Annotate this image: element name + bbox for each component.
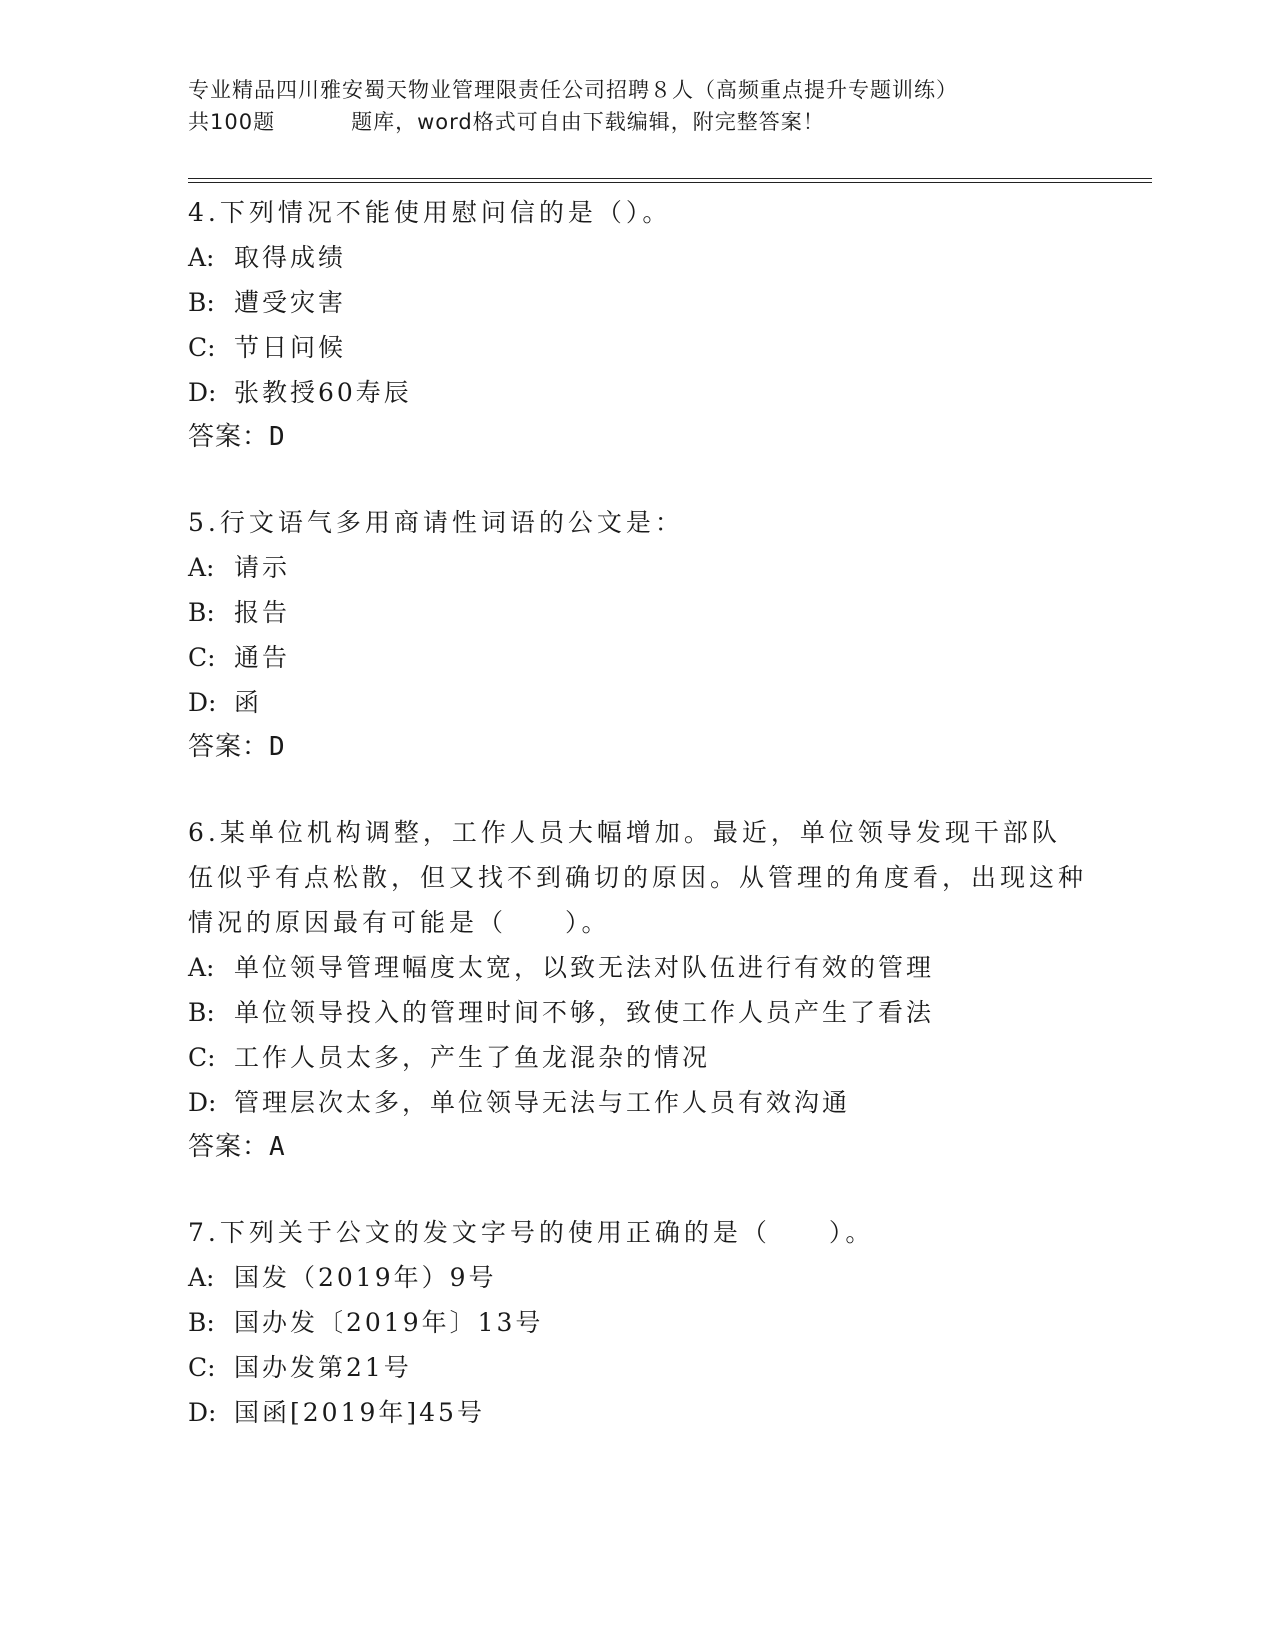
- option-text: 管理层次太多，单位领导无法与工作人员有效沟通: [234, 1088, 851, 1117]
- question-option: [188, 325, 1088, 370]
- question-option: [188, 280, 1088, 325]
- question-item: [188, 1210, 1088, 1435]
- question-option: [188, 635, 1088, 680]
- question-text: 6.某单位机构调整，工作人员大幅增加。最近，单位领导发现干部队伍似乎有点松散，但又找不到确切的原因。从管理的角度看，出现这种情况的原因最有可能是（ ）。: [188, 818, 1088, 937]
- option-label: B:: [188, 598, 215, 627]
- answer-line: [188, 725, 1088, 770]
- header-description: 题库，word格式可自由下载编辑，附完整答案！: [351, 110, 825, 134]
- option-label: C:: [188, 643, 216, 672]
- question-text: 5.行文语气多用商请性词语的公文是：: [188, 508, 684, 537]
- answer-value: D: [269, 422, 286, 452]
- option-label: A:: [188, 553, 215, 582]
- question-option: [188, 1035, 1088, 1080]
- header-subtitle-line: [188, 106, 1108, 138]
- question-option: [188, 235, 1088, 280]
- option-text: 遭受灾害: [234, 288, 347, 317]
- question-option: [188, 680, 1088, 725]
- answer-line: [188, 415, 1088, 460]
- option-label: C:: [188, 333, 216, 362]
- answer-label: 答案：: [188, 422, 270, 452]
- option-label: C:: [188, 1353, 216, 1382]
- question-option: [188, 370, 1088, 415]
- option-text: 国发（2019年）9号: [234, 1263, 497, 1292]
- option-text: 国办发〔2019年〕13号: [234, 1308, 544, 1337]
- option-label: A:: [188, 953, 215, 982]
- question-list: [188, 190, 1088, 1475]
- question-text: 4.下列情况不能使用慰问信的是（）。: [188, 198, 672, 227]
- option-text: 节日问候: [234, 333, 347, 362]
- question-option: [188, 590, 1088, 635]
- option-label: C:: [188, 1043, 216, 1072]
- option-label: A:: [188, 243, 215, 272]
- option-text: 单位领导管理幅度太宽，以致无法对队伍进行有效的管理: [234, 953, 935, 982]
- question-option: [188, 945, 1088, 990]
- option-label: B:: [188, 288, 215, 317]
- question-option: [188, 1300, 1088, 1345]
- header-rule-bottom: [188, 182, 1152, 183]
- option-label: D:: [188, 378, 217, 407]
- option-text: 函: [234, 688, 263, 717]
- question-text: 7.下列关于公文的发文字号的使用正确的是（ ）。: [188, 1218, 875, 1247]
- option-text: 报告: [234, 598, 291, 627]
- option-text: 工作人员太多，产生了鱼龙混杂的情况: [234, 1043, 711, 1072]
- question-item: [188, 500, 1088, 770]
- header-title-line: 专业精品四川雅安蜀天物业管理限责任公司招聘８人（高频重点提升专题训练）: [188, 78, 958, 102]
- option-text: 单位领导投入的管理时间不够，致使工作人员产生了看法: [234, 998, 935, 1027]
- question-option: [188, 1345, 1088, 1390]
- option-text: 张教授60寿辰: [234, 378, 412, 407]
- question-item: [188, 190, 1088, 460]
- option-label: B:: [188, 998, 215, 1027]
- header-question-count: 共100题: [188, 110, 276, 134]
- option-text: 取得成绩: [234, 243, 347, 272]
- question-option: [188, 1080, 1088, 1125]
- option-label: D:: [188, 688, 217, 717]
- option-text: 国办发第21号: [234, 1353, 412, 1382]
- document-header: [188, 74, 1108, 138]
- answer-label: 答案：: [188, 732, 270, 762]
- answer-label: 答案：: [188, 1132, 270, 1162]
- option-label: A:: [188, 1263, 215, 1292]
- option-text: 国函[2019年]45号: [234, 1398, 485, 1427]
- option-label: D:: [188, 1398, 217, 1427]
- option-text: 通告: [234, 643, 291, 672]
- question-item: [188, 810, 1088, 1170]
- answer-line: [188, 1125, 1088, 1170]
- answer-value: A: [269, 1132, 286, 1162]
- question-option: [188, 1255, 1088, 1300]
- option-label: D:: [188, 1088, 217, 1117]
- question-option: [188, 545, 1088, 590]
- option-text: 请示: [234, 553, 291, 582]
- answer-value: D: [269, 732, 286, 762]
- question-option: [188, 1390, 1088, 1435]
- option-label: B:: [188, 1308, 215, 1337]
- header-rule-top: [188, 178, 1152, 179]
- question-option: [188, 990, 1088, 1035]
